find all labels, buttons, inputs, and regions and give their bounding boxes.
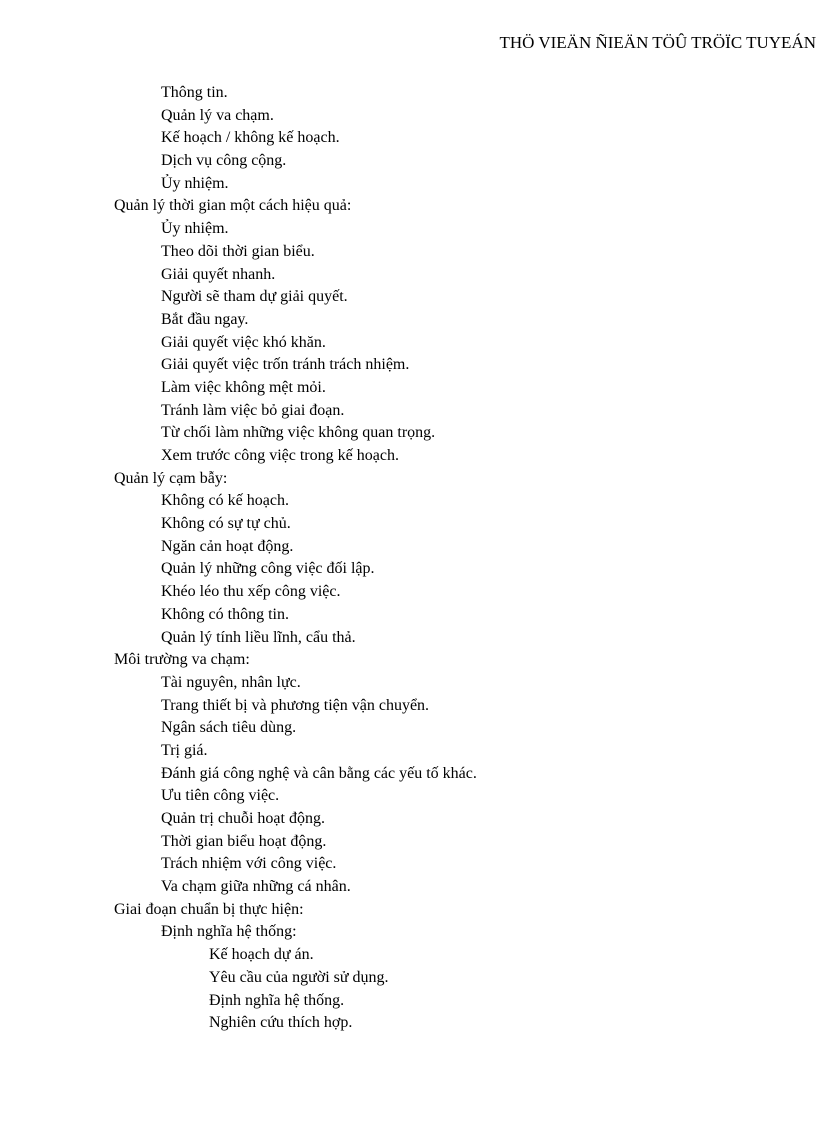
outline-item: Ủy nhiệm. bbox=[161, 220, 229, 238]
outline-item: Tránh làm việc bỏ giai đoạn. bbox=[161, 401, 345, 419]
outline-item: Không có sự tự chủ. bbox=[161, 515, 291, 533]
outline-heading: Quản lý thời gian một cách hiệu quả: bbox=[114, 197, 352, 215]
outline-item: Va chạm giữa những cá nhân. bbox=[161, 878, 351, 896]
outline-heading: Quản lý cạm bẫy: bbox=[114, 469, 228, 487]
outline-heading: Giai đoạn chuẩn bị thực hiện: bbox=[114, 900, 304, 918]
outline-item: Trang thiết bị và phương tiện vận chuyển. bbox=[161, 696, 430, 714]
outline-item: Quản lý những công việc đối lập. bbox=[161, 560, 375, 578]
outline-item: Đánh giá công nghệ và cân bằng các yếu tố khác. bbox=[161, 764, 477, 782]
outline-item: Quản lý va chạm. bbox=[161, 106, 274, 124]
outline-item: Quản trị chuỗi hoạt động. bbox=[161, 810, 325, 827]
outline-item: Giải quyết nhanh. bbox=[161, 265, 276, 283]
outline-item: Thông tin. bbox=[161, 84, 228, 101]
outline-item: Kế hoạch dự án. bbox=[209, 946, 314, 964]
outline-item: Định nghĩa hệ thống: bbox=[161, 923, 297, 941]
outline-item: Định nghĩa hệ thống. bbox=[209, 991, 345, 1009]
outline-item: Không có thông tin. bbox=[161, 605, 289, 623]
outline-item: Yêu cầu của người sử dụng. bbox=[209, 968, 389, 986]
outline-item: Ngăn cản hoạt động. bbox=[161, 537, 294, 555]
outline-item: Khéo léo thu xếp công việc. bbox=[161, 583, 341, 601]
outline-item: Thời gian biểu hoạt động. bbox=[161, 832, 327, 850]
outline-item: Làm việc không mệt mỏi. bbox=[161, 378, 326, 396]
outline-item: Tài nguyên, nhân lực. bbox=[161, 673, 301, 691]
outline-item: Nghiên cứu thích hợp. bbox=[209, 1014, 353, 1032]
outline-item: Giải quyết việc khó khăn. bbox=[161, 333, 326, 351]
outline-item: Không có kế hoạch. bbox=[161, 492, 289, 510]
outline-item: Người sẽ tham dự giải quyết. bbox=[161, 288, 348, 306]
outline-item: Kế hoạch / không kế hoạch. bbox=[161, 129, 340, 147]
outline-item: Theo dõi thời gian biểu. bbox=[161, 242, 315, 260]
outline-item: Xem trước công việc trong kế hoạch. bbox=[161, 447, 399, 464]
outline-item: Ngân sách tiêu dùng. bbox=[161, 719, 297, 737]
outline-item: Ưu tiên công việc. bbox=[161, 787, 280, 805]
outline-item: Trị giá. bbox=[161, 741, 208, 759]
outline-heading: Môi trường va chạm: bbox=[114, 651, 250, 669]
running-header: THÖ VIEÄN ÑIEÄN TÖÛ TRÖÏC TUYEÁN bbox=[499, 33, 816, 52]
outline-item: Bắt đầu ngay. bbox=[161, 310, 249, 328]
outline-item: Trách nhiệm với công việc. bbox=[161, 855, 337, 873]
outline-item: Dịch vụ công cộng. bbox=[161, 152, 287, 170]
outline-item: Quản lý tính liều lĩnh, cẩu thả. bbox=[161, 628, 356, 646]
outline-item: Giải quyết việc trốn tránh trách nhiệm. bbox=[161, 356, 410, 374]
outline-list bbox=[0, 82, 816, 1035]
outline-item: Từ chối làm những việc không quan trọng. bbox=[161, 424, 436, 442]
outline-item: Ủy nhiệm. bbox=[161, 174, 229, 192]
